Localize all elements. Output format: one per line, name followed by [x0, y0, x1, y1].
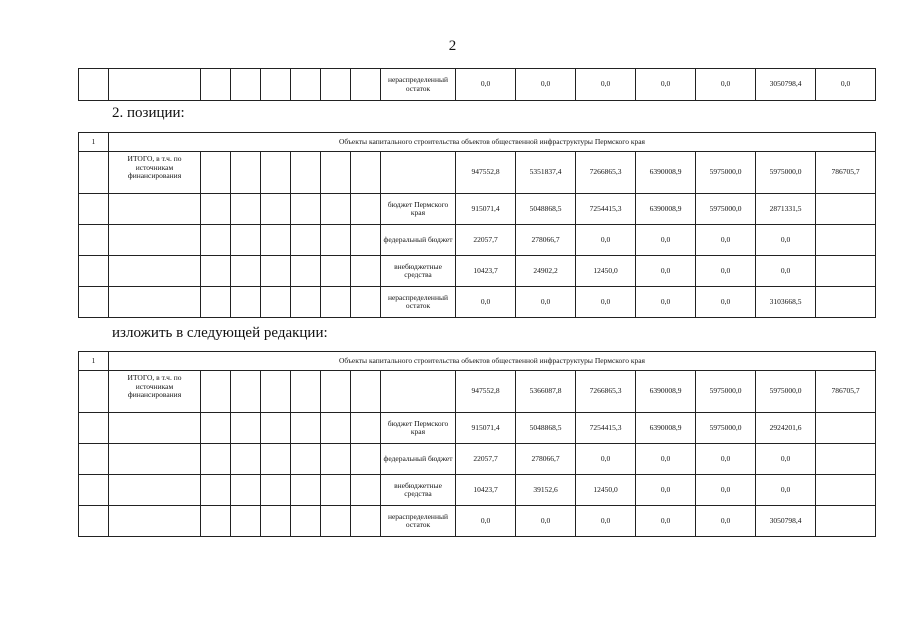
carryover-table — [78, 68, 876, 101]
table-row: внебюджетные средства 10423,7 24902,2 12450,0 0,0 0,0 0,0 — [79, 256, 876, 287]
table-row: бюджет Пермского края 915071,4 5048868,5 7254415,3 6390008,9 5975000,0 2871331,5 — [79, 194, 876, 225]
table-row: бюджет Пермского края 915071,4 5048868,5 7254415,3 6390008,9 5975000,0 2924201,6 — [79, 413, 876, 444]
total-label: ИТОГО, в т.ч. по источникам финансирования — [109, 152, 201, 194]
row-label: нераспределенный остаток — [381, 69, 456, 101]
table-header-row: 1 Объекты капитального строительства объектов общественной инфраструктуры Пермского края — [79, 352, 876, 371]
section-heading-positions: 2. позиции: — [112, 105, 185, 121]
table-row: федеральный бюджет 22057,7 278066,7 0,0 0,0 0,0 0,0 — [79, 225, 876, 256]
section-heading-new-edition: изложить в следующей редакции: — [112, 325, 328, 341]
table-row: ИТОГО, в т.ч. по источникам финансирования 947552,8 5366087,8 7266865,3 6390008,9 5975000,0 5975000,0 786705,7 — [79, 371, 876, 413]
table-title: Объекты капитального строительства объектов общественной инфраструктуры Пермского края — [109, 133, 876, 152]
positions-table — [78, 132, 876, 318]
table-header-row: 1 Объекты капитального строительства объектов общественной инфраструктуры Пермского края — [79, 133, 876, 152]
table-row: нераспределенный остаток 0,0 0,0 0,0 0,0 0,0 3103668,5 — [79, 287, 876, 318]
table-row: внебюджетные средства 10423,7 39152,6 12450,0 0,0 0,0 0,0 — [79, 475, 876, 506]
page-number: 2 — [448, 38, 457, 54]
table-row: нераспределенный остаток 0,0 0,0 0,0 0,0 0,0 3050798,4 0,0 — [79, 69, 876, 101]
table-title: Объекты капитального строительства объектов общественной инфраструктуры Пермского края — [109, 352, 876, 371]
table-row: нераспределенный остаток 0,0 0,0 0,0 0,0 0,0 3050798,4 — [79, 506, 876, 537]
table-row: ИТОГО, в т.ч. по источникам финансирования 947552,8 5351837,4 7266865,3 6390008,9 5975000,0 5975000,0 786705,7 — [79, 152, 876, 194]
new-edition-table — [78, 351, 876, 537]
total-label: ИТОГО, в т.ч. по источникам финансирования — [109, 371, 201, 413]
table-row: федеральный бюджет 22057,7 278066,7 0,0 0,0 0,0 0,0 — [79, 444, 876, 475]
